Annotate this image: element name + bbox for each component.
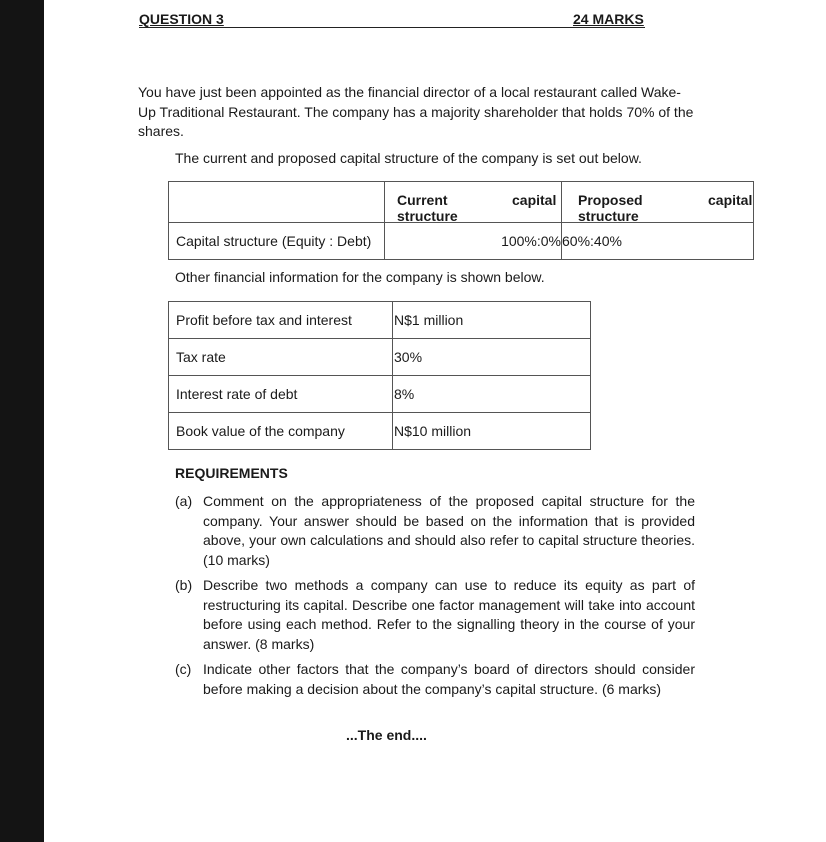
header-current-capital-structure (385, 182, 562, 223)
requirement-item-b (175, 576, 695, 654)
question-title: QUESTION 3 (139, 11, 224, 27)
requirement-letter: (c) (175, 661, 192, 677)
capital-structure-row-label: Capital structure (Equity : Debt) (176, 233, 372, 249)
row-label-cell (169, 223, 385, 260)
table-header-row (169, 182, 754, 223)
fin-value: 30% (393, 339, 591, 376)
current-header-line2: structure (397, 208, 458, 224)
requirement-text: Describe two methods a company can use to reduce its equity as part of restructuring its capital. Describe one factor management will take into account before using each method. Refer to the signalling theory in the course of your answer. (8 marks) (203, 577, 695, 652)
fin-label: Profit before tax and interest (169, 302, 393, 339)
requirement-item-c (175, 660, 695, 699)
requirement-letter: (a) (175, 493, 193, 509)
header-proposed-capital-structure (562, 182, 754, 223)
title-underline-rule (139, 27, 645, 28)
proposed-header-line2: structure (578, 208, 639, 224)
fin-value: N$10 million (393, 413, 591, 450)
fin-label: Interest rate of debt (169, 376, 393, 413)
proposed-header-capital: capital (708, 192, 753, 208)
intro-paragraph: You have just been appointed as the financial director of a local restaurant called Wake-Up Traditional Restaurant. The company has a majority shareholder that holds 70% of the shares. (138, 84, 694, 139)
header-empty-cell (169, 182, 385, 223)
other-info-intro: Other financial information for the company is shown below. (175, 269, 545, 285)
current-value-cell (385, 223, 562, 260)
requirement-text: Comment on the appropriateness of the proposed capital structure for the company. Your answer should be based on the information that is provided above, your own calculations and should also refer to capital structure theories. (10 marks) (203, 493, 695, 568)
current-capital-value: 100%:0% (501, 233, 561, 249)
question-marks: 24 MARKS (573, 11, 644, 27)
table-row (169, 413, 591, 450)
financial-info-table (168, 301, 591, 450)
the-end-text: ...The end.... (346, 727, 427, 743)
requirement-item-a (175, 492, 695, 570)
fin-label: Tax rate (169, 339, 393, 376)
requirement-letter: (b) (175, 577, 193, 593)
capital-structure-table (168, 181, 754, 260)
current-header-capital: capital (512, 192, 557, 208)
table-row (169, 339, 591, 376)
fin-label: Book value of the company (169, 413, 393, 450)
table-row (169, 223, 754, 260)
table-row (169, 376, 591, 413)
fin-value: 8% (393, 376, 591, 413)
viewer-left-margin (0, 0, 44, 842)
document-page (44, 0, 826, 842)
requirements-heading: REQUIREMENTS (175, 465, 288, 481)
table-row (169, 302, 591, 339)
capital-structure-intro: The current and proposed capital structure of the company is set out below. (175, 150, 642, 166)
proposed-value-cell (562, 223, 754, 260)
requirement-text: Indicate other factors that the company’s board of directors should consider before making a decision about the company’s capital structure. (6 marks) (203, 661, 695, 697)
fin-value: N$1 million (393, 302, 591, 339)
proposed-capital-value: 60%:40% (562, 233, 622, 249)
proposed-header-line1: Proposed (578, 192, 643, 208)
current-header-line1: Current (397, 192, 448, 208)
